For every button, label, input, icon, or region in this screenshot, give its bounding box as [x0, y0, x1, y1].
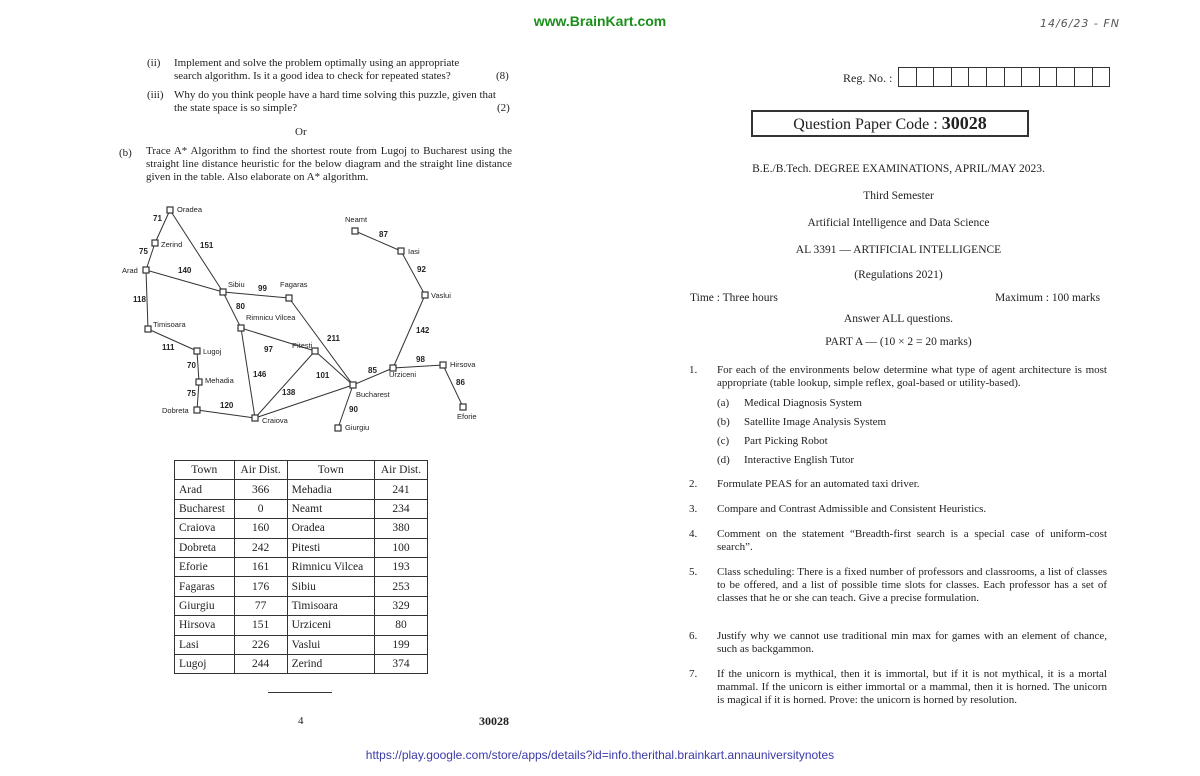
air-distance-cell: 0 [234, 499, 287, 518]
question-text: Compare and Contrast Admissible and Consistent Heuristics. [717, 503, 987, 515]
town-cell: Lugoj [175, 654, 235, 673]
footer-url-link[interactable]: https://play.google.com/store/apps/details?id=info.therithal.brainkart.annauniversitynotes [365, 748, 835, 762]
course-title: AL 3391 — ARTIFICIAL INTELLIGENCE [795, 244, 1002, 256]
edge-distance: 146 [253, 370, 267, 379]
subitem-text: Part Picking Robot [744, 435, 828, 447]
edge-distance: 140 [178, 266, 192, 275]
city-label: Fagaras [280, 280, 308, 289]
reg-digit-box[interactable] [1075, 67, 1093, 87]
edge-distance: 86 [456, 378, 465, 387]
edge-distance: 101 [316, 371, 330, 380]
end-rule [268, 692, 332, 693]
edge-distance: 80 [236, 302, 245, 311]
city-label: Pitesti [292, 341, 313, 350]
city-label: Rimnicu Vilcea [246, 313, 296, 322]
edge-distance: 120 [220, 401, 234, 410]
edge-distance: 70 [187, 361, 196, 370]
edge-distance: 138 [282, 388, 296, 397]
city-label: Dobreta [162, 406, 189, 415]
question-text: Why do you think people have a hard time solving this puzzle, given that the state space is so simple? [174, 89, 496, 114]
question-number: 4. [689, 528, 698, 540]
question-marks: (2) [497, 102, 510, 114]
air-distance-cell: 160 [234, 519, 287, 538]
page-number: 4 [298, 715, 304, 727]
town-cell: Neamt [287, 499, 374, 518]
question-number: (iii) [147, 89, 164, 101]
city-node [350, 382, 356, 388]
table-row [175, 519, 428, 538]
air-distance-cell: 241 [375, 480, 428, 499]
table-row [175, 577, 428, 596]
table-body [175, 480, 428, 674]
maximum-marks: Maximum : 100 marks [995, 292, 1101, 304]
air-distance-cell: 199 [375, 635, 428, 654]
air-distance-cell: 374 [375, 654, 428, 673]
question-text: Comment on the statement “Breadth-first search is a special case of uniform-cost search”. [717, 528, 1107, 553]
question-text: For each of the environments below determine what type of agent architecture is most appropriate (table lookup, simple reflex, goal-based or utility-based). [717, 364, 1107, 389]
edge-distance: 211 [327, 334, 340, 343]
town-cell: Oradea [287, 519, 374, 538]
reg-digit-box[interactable] [1005, 67, 1023, 87]
city-node [167, 207, 173, 213]
city-label: Timisoara [153, 320, 186, 329]
edge-distance: 85 [368, 366, 377, 375]
reg-no-boxes[interactable] [898, 67, 1110, 87]
reg-digit-box[interactable] [1093, 67, 1111, 87]
semester: Third Semester [863, 190, 934, 202]
question-text: Implement and solve the problem optimally using an appropriate search algorithm. Is it a good idea to check for repeated states? [174, 57, 460, 82]
reg-digit-box[interactable] [917, 67, 935, 87]
subitem-label: (a) [717, 397, 730, 409]
city-label: Bucharest [356, 390, 390, 399]
air-distance-cell: 244 [234, 654, 287, 673]
question-number: 6. [689, 630, 698, 642]
site-header[interactable]: www.BrainKart.com [533, 13, 667, 29]
part-a-heading: PART A — (10 × 2 = 20 marks) [825, 336, 972, 348]
question-number: (ii) [147, 57, 161, 69]
city-node [238, 325, 244, 331]
air-distance-cell: 242 [234, 538, 287, 557]
city-label: Sibiu [228, 280, 245, 289]
question-number: 1. [689, 364, 698, 376]
exam-title: B.E./B.Tech. DEGREE EXAMINATIONS, APRIL/MAY 2023. [752, 163, 1045, 175]
subitem-label: (d) [717, 454, 730, 466]
subitem-text: Satellite Image Analysis System [744, 416, 887, 428]
department: Artificial Intelligence and Data Science [807, 217, 990, 229]
town-cell: Fagaras [175, 577, 235, 596]
reg-digit-box[interactable] [934, 67, 952, 87]
subitem-label: (b) [717, 416, 730, 428]
qpc-label: Question Paper Code : [793, 116, 938, 133]
air-distance-cell: 161 [234, 557, 287, 576]
straight-line-distance-table [174, 460, 428, 674]
reg-no-label: Reg. No. : [843, 71, 893, 85]
air-distance-cell: 80 [375, 616, 428, 635]
city-label: Arad [122, 266, 138, 275]
table-row [175, 557, 428, 576]
town-cell: Pitesti [287, 538, 374, 557]
column-header: Air Dist. [375, 461, 428, 480]
air-distance-cell: 380 [375, 519, 428, 538]
air-distance-cell: 226 [234, 635, 287, 654]
city-label: Zerind [161, 240, 183, 249]
table-row [175, 596, 428, 615]
town-cell: Arad [175, 480, 235, 499]
town-cell: Giurgiu [175, 596, 235, 615]
regulations: (Regulations 2021) [854, 269, 943, 281]
edge-distance: 97 [264, 345, 273, 354]
city-label: Iasi [408, 247, 420, 256]
town-cell: Dobreta [175, 538, 235, 557]
city-node [143, 267, 149, 273]
air-distance-cell: 100 [375, 538, 428, 557]
question-text: Trace A* Algorithm to find the shortest route from Lugoj to Bucharest using the straight line distance heuristic for the below diagram and the straight line distance given in the table. Also elaborate on A* algorithm. [146, 145, 512, 183]
city-node [196, 379, 202, 385]
table-row [175, 616, 428, 635]
city-label: Hirsova [450, 360, 476, 369]
reg-digit-box[interactable] [1057, 67, 1075, 87]
question-number: 3. [689, 503, 698, 515]
city-label: Mehadia [205, 376, 234, 385]
edge-distance: 71 [153, 214, 162, 223]
question-text: If the unicorn is mythical, then it is immortal, but if it is not mythical, it is a mortal mammal. If the unicorn is either immortal or a mammal, then it is horned. The unicorn is magical if it is horned. Prove: the unicorn is horned by resolution. [717, 668, 1107, 706]
city-label: Urziceni [389, 370, 417, 379]
reg-digit-box[interactable] [969, 67, 987, 87]
question-number: 7. [689, 668, 698, 680]
question-text: Formulate PEAS for an automated taxi driver. [717, 478, 920, 490]
romania-map-diagram [118, 198, 488, 443]
town-cell: Urziceni [287, 616, 374, 635]
city-label: Vaslui [431, 291, 451, 300]
city-node [422, 292, 428, 298]
time-allowed: Time : Three hours [690, 292, 778, 304]
edge-distance: 75 [139, 247, 148, 256]
reg-digit-box[interactable] [952, 67, 970, 87]
edge-distance: 118 [133, 295, 146, 304]
column-header: Air Dist. [234, 461, 287, 480]
city-label: Neamt [345, 215, 368, 224]
reg-digit-box[interactable] [1022, 67, 1040, 87]
city-node [440, 362, 446, 368]
edge-distance: 151 [200, 241, 214, 250]
air-distance-cell: 234 [375, 499, 428, 518]
city-node [335, 425, 341, 431]
subitem-text: Medical Diagnosis System [744, 397, 862, 409]
table-row [175, 635, 428, 654]
subitem-label: (c) [717, 435, 730, 447]
edge-distance: 92 [417, 265, 426, 274]
table-header-row [175, 461, 428, 480]
instructions: Answer ALL questions. [843, 313, 954, 325]
reg-digit-box[interactable] [1040, 67, 1058, 87]
edge-distance: 87 [379, 230, 388, 239]
city-node [194, 348, 200, 354]
air-distance-cell: 329 [375, 596, 428, 615]
edge-distance: 90 [349, 405, 358, 414]
town-cell: Mehadia [287, 480, 374, 499]
reg-digit-box[interactable] [987, 67, 1005, 87]
air-distance-cell: 77 [234, 596, 287, 615]
air-distance-cell: 193 [375, 557, 428, 576]
city-label: Eforie [457, 412, 477, 421]
qpc-value: 30028 [941, 113, 987, 133]
town-cell: Hirsova [175, 616, 235, 635]
question-number: (b) [119, 147, 132, 159]
handwritten-date: 14/6/23 - FN [1040, 17, 1120, 30]
town-cell: Lasi [175, 635, 235, 654]
city-node [398, 248, 404, 254]
town-cell: Craiova [175, 519, 235, 538]
question-number: 5. [689, 566, 698, 578]
edge-distance: 142 [416, 326, 430, 335]
town-cell: Bucharest [175, 499, 235, 518]
question-marks: (8) [496, 70, 509, 82]
city-node [145, 326, 151, 332]
city-node [194, 407, 200, 413]
city-label: Giurgiu [345, 423, 370, 432]
question-paper-code-box [751, 110, 1029, 137]
column-header: Town [287, 461, 374, 480]
question-number: 2. [689, 478, 698, 490]
town-cell: Sibiu [287, 577, 374, 596]
table-row [175, 654, 428, 673]
city-node [252, 415, 258, 421]
air-distance-cell: 176 [234, 577, 287, 596]
or-divider: Or [295, 126, 307, 138]
table-row [175, 480, 428, 499]
city-node [152, 240, 158, 246]
edge-distance: 99 [258, 284, 267, 293]
edge-distance: 111 [162, 343, 175, 352]
city-label: Craiova [262, 416, 288, 425]
edge-distance: 98 [416, 355, 425, 364]
column-header: Town [175, 461, 235, 480]
reg-digit-box[interactable] [898, 67, 917, 87]
town-cell: Timisoara [287, 596, 374, 615]
footer-paper-code: 30028 [479, 714, 509, 728]
air-distance-cell: 253 [375, 577, 428, 596]
city-label: Oradea [177, 205, 203, 214]
edge-distance: 75 [187, 389, 196, 398]
town-cell: Rimnicu Vilcea [287, 557, 374, 576]
question-text: Justify why we cannot use traditional min max for games with an element of chance, such as backgammon. [717, 630, 1107, 655]
subitem-text: Interactive English Tutor [744, 454, 854, 466]
town-cell: Zerind [287, 654, 374, 673]
city-node [460, 404, 466, 410]
town-cell: Vaslui [287, 635, 374, 654]
air-distance-cell: 366 [234, 480, 287, 499]
table-row [175, 538, 428, 557]
city-node [312, 348, 318, 354]
air-distance-cell: 151 [234, 616, 287, 635]
question-text: Class scheduling: There is a fixed number of professors and classrooms, a list of classes to be offered, and a list of possible time slots for classes. Each professor has a set of classes that he or she can teach. Give a precise formulation. [717, 566, 1107, 604]
city-node [220, 289, 226, 295]
city-node [286, 295, 292, 301]
table-row [175, 499, 428, 518]
city-label: Lugoj [203, 347, 222, 356]
city-node [352, 228, 358, 234]
town-cell: Eforie [175, 557, 235, 576]
